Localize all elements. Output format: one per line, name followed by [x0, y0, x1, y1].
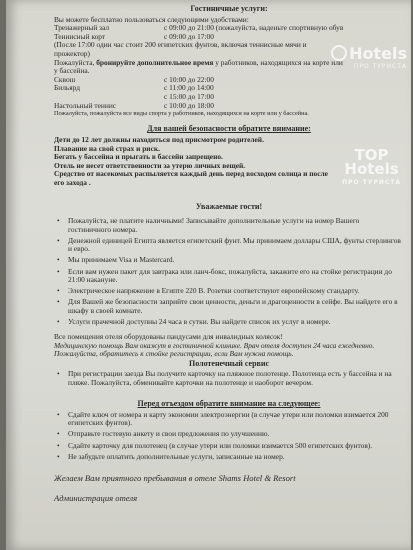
safety-line: Плавание на свой страх и риск. — [54, 143, 160, 153]
safety-line: Дети до 12 лет должны находиться под присмотром родителей. — [54, 134, 264, 144]
list-item: • Сдайте карточку для полотенец (в случае утери или поломки взимается 500 египетских фунтов). — [68, 442, 404, 451]
guests-list — [54, 217, 404, 327]
towel-title: Полотенечный сервис — [188, 358, 270, 368]
tennis-note-2: прожектор) — [54, 48, 90, 58]
footer-signature: Администрация отеля — [54, 493, 138, 504]
footer-wish: Желаем Вам приятного пребывания в отеле Shams Hotel & Resort — [54, 472, 296, 483]
service-row: с 15:00 до 17:00 — [164, 91, 214, 101]
service-row: Бильярд с 11:00 до 14:00 — [54, 83, 214, 93]
sport-note: Пожалуйста, пожалуйста все виды спорта у работников, находящихся на корте или у бассейна. — [54, 110, 309, 118]
list-item: • Электрическое напряжение в Египте 220 В. Розетки соответствуют европейскому стандарту. — [68, 287, 404, 296]
medical-note: Медицинскую помощь Вам окажут в гостиничной клинике. Врач отеля доступен 24 часа ежедневно. Пожалуйста, обратитесь к стойке регистрации, если Вам нужна помощь. — [54, 340, 375, 359]
list-item: • Не забудьте оплатить дополнительные услуги, записанные на номер. — [68, 453, 404, 462]
list-item: • Денежной единицей Египта является египетский фунт. Мы принимаем доллары США, фунты стерлингов и евро. — [68, 237, 404, 254]
booking-line: Пожалуйста, бронируйте дополнительное время у работников, находящихся на корте или — [54, 57, 343, 67]
safety-title: Для вашей безопасности обратите внимание: — [147, 124, 311, 134]
safety-line: его захода . — [54, 177, 91, 187]
ramps-note: Все помещения отеля оборудованы пандусами для инвалидных колясок! — [54, 332, 283, 342]
list-item: • Если вам нужен пакет для завтрака или ланч-бокс, пожалуйста, закажите его на стойке регистрации до 21:00 накануне. — [68, 268, 404, 285]
departure-title: Перед отъездом обратите внимание на следующее: — [137, 399, 321, 409]
list-item: • Для Вашей же безопасности заприйте свои ценности, деньги и драгоценности в сейфе. Вы найдете его в шкафу в своей комнате. — [68, 298, 404, 315]
hotel-services-intro: Вы можете бесплатно пользоваться следующими удобствами: — [54, 14, 249, 24]
list-item: • Сдайте ключ от номера и карту экономии электроэнергии (в случае утери или поломки взимается 200 египетских фунтов). — [68, 411, 404, 428]
list-item: • Услуги прачечной доступны 24 часа в сутки. Вы найдете список их услуг в номере. — [68, 318, 404, 327]
safety-line: Средство от насекомых распыляется каждый день перед восходом солнца и после — [54, 169, 328, 179]
guests-title: Уважаемые гости! — [195, 202, 263, 212]
service-row: Теннисный корт с 09:00 до 17:00 — [54, 31, 214, 41]
departure-list — [54, 411, 404, 461]
document-sheet — [6, 0, 411, 550]
watermark-logo-2: TOP Hotels ПРО ТУРИСТА — [342, 146, 401, 186]
list-item: • Пожалуйста, не платите наличными! Записывайте дополнительные услуги на номер Вашего гостиничного номера. — [68, 217, 404, 234]
safety-line: Отель не несет ответственности за утерю личных вещей. — [54, 160, 246, 170]
service-row: Сквош с 10:00 до 22:00 — [54, 74, 214, 84]
towel-list — [54, 370, 404, 387]
booking-line-2: у бассейна. — [54, 66, 90, 76]
list-item: • При регистрации заезда Вы получите карточку на пляжное полотенце. Полотенца есть у бассейна и на пляже. Пожалуйста, обменивайте карточки на полотенце и наоборот вечером. — [68, 370, 404, 387]
service-row: Настольный теннис с 10:00 до 18:00 — [54, 100, 214, 110]
service-row: Тренажерный зал с 09:00 до 21:00 (пожалуйста, наденьте спортивную обув — [54, 23, 344, 33]
tennis-note: (После 17:00 один час стоит 200 египетских фунтов, включая теннисные мячи и — [54, 40, 307, 50]
hotel-services-title: Гостиничные услуги: — [190, 4, 268, 13]
list-item: • Мы принимаем Visa и Mastercard. — [68, 256, 404, 265]
document-content — [54, 3, 404, 503]
list-item: • Отправьте гостевую анкету и свои предложения по улучшению. — [68, 430, 404, 439]
logo-icon — [331, 45, 347, 61]
watermark-logo: Hotels ПРО ТУРИСТА — [331, 44, 407, 70]
safety-line: Бегать у бассейна и прыгать в бассейн запрещено. — [54, 152, 223, 162]
